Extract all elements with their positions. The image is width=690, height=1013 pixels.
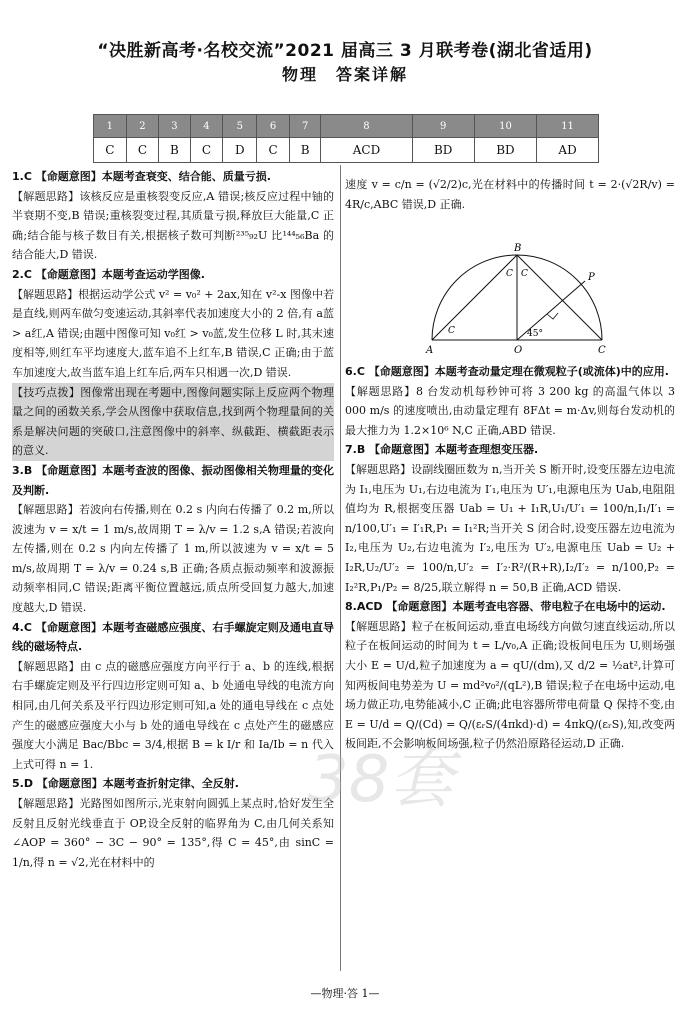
q8-heading: 8.ACD 【命题意图】本题考查电容器、带电粒子在电场中的运动.: [345, 600, 666, 614]
angle-c-mid2: C: [521, 269, 528, 279]
q1-heading: 1.C 【命题意图】本题考查衰变、结合能、质量亏损.: [12, 170, 271, 183]
answer-value: AD: [537, 138, 599, 163]
answer-value: C: [257, 138, 290, 163]
optics-diagram: [422, 240, 612, 360]
exam-title: “决胜新高考·名校交流”2021 届高三 3 月联考卷(湖北省适用): [97, 41, 593, 61]
q7-solution: 【解题思路】设副线圈匝数为 n,当开关 S 断开时,设变压器左边电流为 I₁,电压为 U₁,右边电流为 I′₁,电压为 U′₁,电源电压为 Uab,电阻阻值均为 R,根据变压器 Uab = U₁ + I₁R,U₁/U′₁ = 100/n,I₁/I′₁ = n/100,U′₁ = I′₁R,P₁ = I₁²R;当开关 S 闭合时,设变压器左边电流为 I₂,电压为 U₂,右边电流为 I′₂,电压为 U′₂,电源电压 Uab = U₂ + I₂R,U₂/U′₂ = 100/n,U′₂ = I′₂·R²/(R+R),I₂/I′₂ = n/100,P₂ = I₂²R,P₁/P₂ = 8/25,联立解得 n = 50,B 正确,ACD 错误.: [345, 462, 675, 594]
label-p: P: [588, 272, 595, 283]
answer-number: 4: [190, 115, 223, 138]
watermark-logo: 38套: [308, 743, 454, 817]
answer-number: 5: [223, 115, 257, 138]
answer-number: 9: [412, 115, 474, 138]
q3-solution: 【解题思路】若波向右传播,则在 0.2 s 内向右传播了 0.2 m,所以波速为 v = x/t = 1 m/s,故周期 T = λ/v = 1.2 s,A 错误;若波向左传播,则在 0.2 s 内向左传播了 1 m,所以波速为 v = x/t = 5 m/s,故周期 T = λ/v = 0.24 s,B 正确;各质点振动频率和波源振动频率相同,C 错误;距离平衡位置越远,质点所受回复力越大,加速度越大,D 错误.: [12, 503, 334, 615]
answer-value: BD: [412, 138, 474, 163]
q5-solution-continued: 速度 v = c/n = (√2/2)c,光在材料中的传播时间 t = 2·(√2R/v) = 4R/c,ABC 错误,D 正确.: [345, 178, 675, 211]
q4-solution: 【解题思路】由 c 点的磁感应强度方向平行于 a、b 的连线,根据右手螺旋定则及平行四边形定则可知 a、b 处通电导线的电流方向相同,由几何关系及平行四边形定则可知,a 处的通电导线在 c 点处产生的磁感应强度大小与 b 处的通电导线在 c 点处产生的磁感应强度大小满足 Bac/Bbc = 3/4,根据 B = k I/r 和 Ia/Ib = n 代入上式可得 n = 1.: [12, 659, 334, 771]
label-b: B: [514, 243, 522, 254]
q4-heading: 4.C 【命题意图】本题考查磁感应强度、右手螺旋定则及通电直导线的磁场特点.: [12, 620, 334, 654]
q5-solution: 【解题思路】光路图如图所示,光束射向圆弧上某点时,恰好发生全反射且反射光线垂直于 OP,设全反射的临界角为 C,由几何关系知∠AOP = 360° − 3C − 90° = 135°,得 C = 45°,由 sinC = 1/n,得 n = √2,光在材料中的: [12, 797, 334, 869]
right-column: [345, 362, 675, 754]
answer-number: 6: [257, 115, 290, 138]
right-angle-mark: [547, 313, 558, 319]
label-c: C: [598, 345, 606, 356]
q2-tip: 【技巧点拨】图像常出现在考题中,图像问题实际上反应两个物理量之间的函数关系,学会从图像中获取信息,找到两个物理量间的关系是解决问题的突破口,注意图像中的斜率、纵截距、横截距表示的意义.: [12, 383, 334, 461]
angle-c-mid1: C: [506, 269, 513, 279]
q3-heading: 3.B 【命题意图】本题考查波的图像、振动图像相关物理量的变化及判断.: [12, 463, 334, 497]
answer-number: 8: [321, 115, 412, 138]
left-column: [12, 167, 334, 872]
angle-45: 45°: [527, 329, 543, 339]
q2-heading: 2.C 【命题意图】本题考查运动学图像.: [12, 267, 205, 281]
label-a: A: [426, 345, 434, 356]
ray-b-c: [517, 255, 602, 340]
answer-number: 2: [126, 115, 159, 138]
answer-number: 10: [474, 115, 536, 138]
ray-a-b: [432, 255, 517, 340]
answer-value: B: [159, 138, 190, 163]
q8-solution: 【解题思路】粒子在板间运动,垂直电场线方向做匀速直线运动,所以粒子在板间运动的时间为 t = L/v₀,A 正确;设板间电压为 U,则场强大小 E = U/d,粒子加速度为 a = qU/(dm),又 d/2 = ½at²,计算可知两板间电势差为 U = md²v₀²/(qL²),B 错误;粒子在电场中运动,电场力做正功,电势能减小,C 正确;此电容器所带电荷量 Q 保持不变,由 E = U/d = Q/(Cd) = Q/(εᵣS/(4πkd)·d) = 4πkQ/(εᵣS),知,改变两板间距,不会影响板间场强,粒子仍然沿原路径运动,D 正确.: [345, 619, 675, 751]
angle-c-left: C: [448, 326, 455, 336]
answer-value: C: [94, 138, 127, 163]
page-footer: —物理·答 1—: [310, 987, 380, 1000]
answer-number: 11: [537, 115, 599, 138]
q1-solution: 【解题思路】该核反应是重核裂变反应,A 错误;核反应过程中铀的半衰期不变,B 错误;重核裂变过程,其质量亏损,释放巨大能量,C 正确;结合能与核子数目有关,根据核子数可判断²³⁵₉₂U 比¹⁴⁴₅₆Ba 的结合能大,D 错误.: [12, 189, 334, 262]
exam-subtitle: 物理 答案详解: [281, 65, 408, 84]
answer-table: [93, 114, 599, 163]
q5-heading: 5.D 【命题意图】本题考查折射定律、全反射.: [12, 777, 239, 791]
answer-value-row: [94, 138, 599, 163]
q6-solution: 【解题思路】8 台发动机每秒钟可将 3 200 kg 的高温气体以 3 000 m/s 的速度喷出,由动量定理有 8FΔt = m·Δv,则每台发动机的最大推力为 1.2×10⁶ N,C 正确,ABD 错误.: [345, 384, 675, 437]
column-divider: [340, 165, 341, 971]
answer-number: 7: [289, 115, 320, 138]
answer-value: B: [289, 138, 320, 163]
answer-value: D: [223, 138, 257, 163]
answer-value: ACD: [321, 138, 412, 163]
answer-value: C: [190, 138, 223, 163]
q7-heading: 7.B 【命题意图】本题考查理想变压器.: [345, 443, 539, 457]
answer-value: C: [126, 138, 159, 163]
q6-heading: 6.C 【命题意图】本题考查动量定理在微观粒子(或流体)中的应用.: [345, 365, 669, 378]
label-o: O: [514, 345, 523, 356]
answer-value: BD: [474, 138, 536, 163]
answer-number-row: [94, 115, 599, 138]
right-column-top: [345, 175, 675, 214]
q2-solution: 【解题思路】根据运动学公式 v² = v₀² + 2ax,知在 v²‑x 图像中若是直线,则两车做匀变速运动,其斜率代表加速度大小的 2 倍,有 a蓝 > a红,A 错误;由题中图像可知 v₀红 > v₀蓝,发生位移 L 时,其末速度相等,则红车平均速度大,蓝车追不上红车,B 错误,C 正确;由于蓝车加速度大,故当蓝车追上红车后,两车只相遇一次,D 错误.: [12, 287, 334, 379]
answer-number: 1: [94, 115, 127, 138]
answer-number: 3: [159, 115, 190, 138]
